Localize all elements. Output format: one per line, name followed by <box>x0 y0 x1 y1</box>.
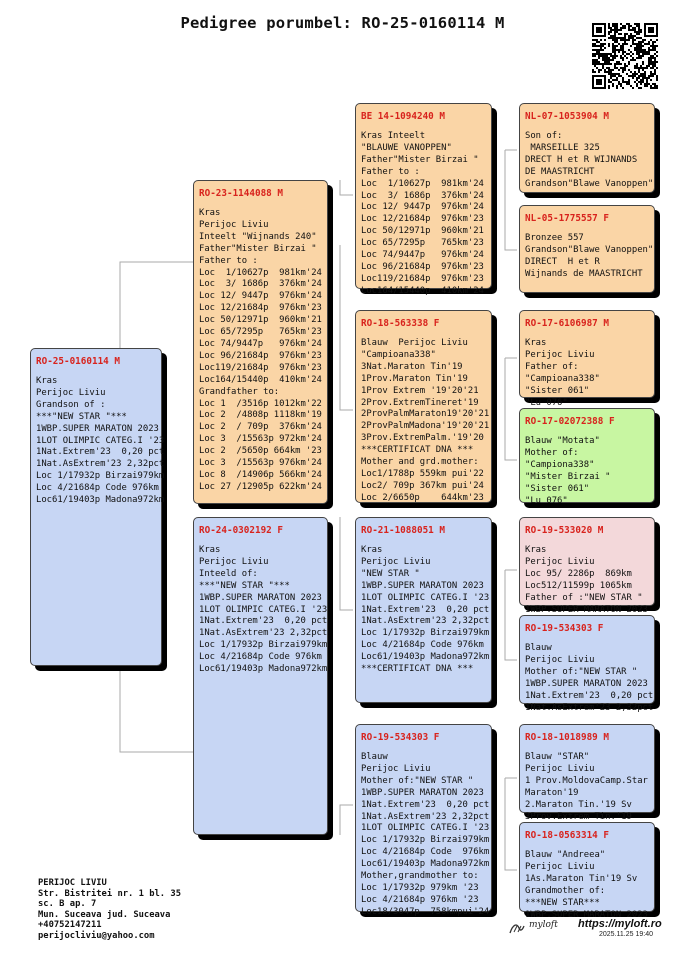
detail-line: Loc 1/17932p Birzai979km <box>36 471 165 482</box>
detail-line: 1LOT OLIMPIC CATEG.I '23 <box>361 823 490 834</box>
detail-line: Kras <box>525 338 547 348</box>
detail-line: 3Nat.Maraton Tin'19 <box>361 361 463 372</box>
detail-line: Perijoc Liviu <box>525 763 595 774</box>
detail-line: Loc 1/17932p Birzai979km <box>199 640 328 651</box>
detail-line: Loc 12/21684p 976km'23 <box>361 214 484 225</box>
detail-line: Perijoc Liviu <box>525 556 595 567</box>
detail-line: Father"Mister Birzai " <box>361 154 479 165</box>
detail-line: Maraton'19 <box>525 787 579 798</box>
card-details <box>525 338 648 409</box>
detail-line: 3Prov.Extrem Tin.'19 <box>525 811 632 822</box>
ring-number: NL-05-1775557 F <box>525 213 609 224</box>
detail-line: DIRECT H et R <box>525 256 600 267</box>
detail-line: perijocliviu@yahoo.com <box>38 930 155 941</box>
detail-line: Loc 2 /4808p 1118km'19 <box>199 410 322 421</box>
brand-name: myloft <box>529 920 558 930</box>
detail-line: Wijnands de MAASTRICHT <box>525 268 643 279</box>
detail-line: 1Nat.Extrem'23 0,20 pct <box>361 604 490 615</box>
detail-line: "BLAUWE VANOPPEN" <box>361 142 452 153</box>
detail-line: Blauw <box>525 643 552 653</box>
detail-line: Father to : <box>199 255 258 266</box>
detail-line: Perijoc Liviu <box>525 861 595 872</box>
detail-line: 1WBP.SUPER MARATON 2023 <box>361 787 484 798</box>
detail-line: Loc2/ 709p 367km pui'24 <box>361 480 484 491</box>
detail-line: Mother,grandmother to: <box>361 871 479 882</box>
card-details <box>199 545 328 676</box>
detail-line: DRECT H et R WIJNANDS <box>525 154 638 165</box>
ring-number: BE 14-1094240 M <box>361 111 445 122</box>
detail-line: 1WBP.SUPER MARATON 2023 <box>525 604 648 615</box>
detail-line: Loc 50/12971p 960km'21 <box>199 315 322 326</box>
detail-line: Loc 4/21684p Code 976km <box>199 652 322 663</box>
detail-line: Mun. Suceava jud. Suceava <box>38 909 171 920</box>
card-details <box>525 850 648 921</box>
detail-line: Loc 12/ 9447p 976km'24 <box>361 202 484 213</box>
detail-line: Loc 65/7295p 765km'23 <box>361 238 484 249</box>
card-details <box>525 233 654 281</box>
detail-line: "Campioana338" <box>525 373 600 384</box>
pigeon-card-dam[interactable] <box>193 517 328 835</box>
detail-line: Grandmother of: <box>525 885 606 896</box>
detail-line: 1Nat.Extrem'23 0,20 pct <box>361 799 490 810</box>
detail-line: Loc 1/17932p 979km '23 <box>361 882 479 893</box>
detail-line: Blauw "Motata" <box>525 436 600 446</box>
ring-number: RO-24-0302192 F <box>199 525 283 536</box>
pigeon-card-sss[interactable] <box>519 103 655 193</box>
detail-line: 1 Prov.MoldovaCamp.Star <box>525 775 648 786</box>
detail-line: Loc 1/17932p Birzai979km <box>361 835 490 846</box>
detail-line: Perijoc Liviu <box>36 387 106 398</box>
detail-line: Loc 3/ 1686p 376km'24 <box>199 279 322 290</box>
detail-line: Loc 65/7295p 765km'23 <box>199 327 322 338</box>
detail-line: "NEW STAR " <box>361 568 420 579</box>
pigeon-card-dsd[interactable] <box>519 615 655 713</box>
detail-line: "Lu 076" <box>525 397 568 408</box>
detail-line: Loc 12/ 9447p 976km'24 <box>199 291 322 302</box>
detail-line: Mother of:"NEW STAR " <box>525 666 638 677</box>
detail-line: "Mister Birzai " <box>525 471 611 482</box>
card-details <box>199 208 321 494</box>
detail-line: Mother of:"NEW STAR " <box>361 775 474 786</box>
detail-line: ***"NEW STAR "*** <box>199 580 290 591</box>
detail-line: Loc 1 /3516p 1012km'22 <box>199 398 322 409</box>
ring-number: NL-07-1053904 M <box>525 111 609 122</box>
detail-line: 1LOT OLIMPIC CATEG.I '23 <box>361 592 490 603</box>
pigeon-card-sire[interactable] <box>193 180 328 504</box>
pigeon-card-dss[interactable] <box>519 517 655 615</box>
detail-line: Loc119/21684p 976km'23 <box>361 273 484 284</box>
detail-line: Loc 1/17932p Birzai979km <box>361 628 490 639</box>
detail-line: ***CERTIFICAT DNA *** <box>361 664 474 675</box>
detail-line: 1Prov Extrem '19'20'21 <box>361 385 479 396</box>
detail-line: PERIJOC LIVIU <box>38 878 107 888</box>
detail-line: 1Nat.AsExtrem'23 2,32pct <box>525 702 654 713</box>
detail-line: Grandson"Blawe Vanoppen" <box>525 244 654 255</box>
detail-line: Loc 12/21684p 976km'23 <box>199 303 322 314</box>
detail-line: Loc 4/21684p Code 976km <box>361 640 484 651</box>
detail-line: Loc 8 /14906p 566km'24 <box>199 469 322 480</box>
detail-line: Blauw <box>361 752 388 762</box>
detail-line: Blauw Perijoc Liviu <box>361 338 468 348</box>
pigeon-card-sdd[interactable] <box>519 408 655 506</box>
ring-number: RO-25-0160114 M <box>36 356 120 367</box>
owner-contact-block <box>38 878 181 942</box>
detail-line: Loc61/19403p Madona972km <box>361 859 490 870</box>
detail-line: Loc61/19403p Madona972km <box>199 664 328 675</box>
detail-line: Perijoc Liviu <box>525 654 595 665</box>
detail-line: "Campiona338" <box>525 459 595 470</box>
detail-line: 1WBP.SUPER MARATON 2023 <box>199 592 322 603</box>
detail-line: Loc 1/10627p 981km'24 <box>199 267 322 278</box>
ring-number: RO-18-1018989 M <box>525 732 609 743</box>
detail-line: Loc 3/ 1686p 376km'24 <box>361 190 484 201</box>
detail-line: "Lu 076" <box>525 495 568 506</box>
detail-line: Mother and grd.mother: <box>361 457 479 468</box>
ring-number: RO-23-1144088 M <box>199 188 283 199</box>
detail-line: Grandfather to: <box>199 386 280 397</box>
card-details <box>36 376 165 507</box>
detail-line: 1Nat.Extrem'23 0,20 pct <box>36 447 165 458</box>
detail-line: Loc 96/21684p 976km'23 <box>361 261 484 272</box>
pigeon-card-dam-sire[interactable] <box>355 517 492 703</box>
detail-line: "Sister 061" <box>525 385 590 396</box>
detail-line: Loc 2 /5650p 664km '23 <box>199 446 322 457</box>
detail-line: 1WBP.SUPER MARATON 2023 <box>36 423 159 434</box>
detail-line: Blauw "STAR" <box>525 752 590 762</box>
ring-number: RO-17-6106987 M <box>525 318 609 329</box>
ring-number: RO-18-0563314 F <box>525 830 609 841</box>
card-details <box>525 643 654 714</box>
detail-line: Loc 74/9447p 976km'24 <box>199 338 322 349</box>
detail-line: Loc1/1788p 559km pui'22 <box>361 468 484 479</box>
detail-line: Loc119/21684p 976km'23 <box>199 362 322 373</box>
pigeon-card-dds[interactable] <box>519 724 655 822</box>
detail-line: Loc 4/21684p 976km '23 <box>361 894 479 905</box>
pigeon-card-ddd[interactable] <box>519 822 655 920</box>
detail-line: 1Nat.AsExtrem'23 2,32pct <box>36 459 165 470</box>
card-details <box>361 545 490 676</box>
detail-line: Loc 3 /15563p 972km'24 <box>199 434 322 445</box>
detail-line: Father to : <box>361 166 420 177</box>
detail-line: 2ProvPalmMadona'19'20'21 <box>361 421 490 432</box>
pigeon-card-dam-dam[interactable] <box>355 724 492 917</box>
detail-line: Son of: <box>525 131 563 141</box>
detail-line: 2ProvPalmMaraton19'20'21 <box>361 409 490 420</box>
detail-line: Loc 96/21684p 976km'23 <box>199 350 322 361</box>
ring-number: RO-19-534303 F <box>361 732 440 743</box>
card-details <box>525 752 648 823</box>
detail-line: "Sister 061" <box>525 483 590 494</box>
detail-line: Loc61/19403p Madona972km <box>36 495 165 506</box>
detail-line: Kras <box>36 376 58 386</box>
detail-line: 2.Maraton Tin.'19 Sv <box>525 799 632 810</box>
detail-line: Father of :"NEW STAR " <box>525 592 643 603</box>
detail-line: 1Nat.AsExtrem'23 2,32pct <box>361 811 490 822</box>
card-details <box>525 545 648 616</box>
detail-line: Loc164/15440p 410km'24 <box>199 374 322 385</box>
pigeon-card-subject[interactable] <box>30 348 165 666</box>
detail-line: Kras <box>199 545 221 555</box>
detail-line: Perijoc Liviu <box>361 763 431 774</box>
pigeon-card-sire-dam[interactable] <box>355 310 492 503</box>
detail-line: 1Nat.AsExtrem'23 2,32pct <box>361 616 490 627</box>
detail-line: Perijoc Liviu <box>199 556 269 567</box>
card-details <box>525 436 648 507</box>
detail-line: Inteelt "Wijnands 240" <box>199 231 317 242</box>
detail-line: Loc 3 /15563p 976km'24 <box>199 458 322 469</box>
detail-line: Bronzee 557 <box>525 233 584 243</box>
detail-line: Loc 74/9447p 976km'24 <box>361 250 484 261</box>
detail-line: Father of: <box>525 361 579 372</box>
detail-line: Mother of: <box>525 447 579 458</box>
detail-line: 2Prov.ExtremTineret'19 <box>361 397 479 408</box>
detail-line: Grandson of : <box>36 399 106 410</box>
detail-line: ***NEW STAR*** <box>525 897 600 908</box>
detail-line: ***"NEW STAR "*** <box>36 411 127 422</box>
detail-line: Loc 4/21684p Code 976km <box>36 483 159 494</box>
detail-line: 1Nat.Extrem'23 0,20 pct <box>199 616 328 627</box>
card-details <box>361 338 490 505</box>
detail-line: Loc512/11599p 1065km <box>525 580 632 591</box>
detail-line: Father"Mister Birzai " <box>199 243 317 254</box>
detail-line: Loc 2/6650p 644km'23 <box>361 492 484 503</box>
detail-line: Kras <box>361 545 383 555</box>
detail-line: Loc 95/ 2286p 869km <box>525 568 632 579</box>
detail-line: MARSEILLE 325 <box>525 142 600 153</box>
detail-line: Inteeld of: <box>199 568 258 579</box>
detail-line: Blauw "Andreea" <box>525 850 606 860</box>
detail-line: Perijoc Liviu <box>361 556 431 567</box>
detail-line: Loc 4/21684p Code 976km <box>361 847 490 858</box>
detail-line: Perijoc Liviu <box>525 349 595 360</box>
pigeon-card-sire-sire[interactable] <box>355 103 492 296</box>
ring-number: RO-18-563338 F <box>361 318 440 329</box>
ring-number: RO-21-1088051 M <box>361 525 445 536</box>
detail-line: Grandson"Blawe Vanoppen" <box>525 178 654 189</box>
ring-number: RO-17-02072388 F <box>525 416 615 427</box>
ring-number: RO-19-533020 M <box>525 525 604 536</box>
detail-line: 1Prov.Maraton Tin'19 <box>361 373 468 384</box>
detail-line: 1WBP.SUPER MARATON 2023 <box>361 580 484 591</box>
detail-line: ***CERTIFICAT DNA *** <box>361 445 474 456</box>
detail-line: Loc 27 /12905p 622km'24 <box>199 481 322 492</box>
card-details <box>525 131 654 191</box>
card-details <box>361 131 485 298</box>
detail-line: 1LOT OLIMPIC CATEG.I '23 <box>199 604 328 615</box>
website-link[interactable]: https://myloft.ro <box>578 918 662 930</box>
detail-line: 1As.Maraton Tin'19 Sv <box>525 873 638 884</box>
print-timestamp: 2025.11.25 19:40 <box>599 931 653 938</box>
pigeon-card-sds[interactable] <box>519 310 655 408</box>
detail-line: Loc164/15440p 410km'24 <box>361 285 484 296</box>
detail-line: DE MAASTRICHT <box>525 166 595 177</box>
detail-line: Loc 50/12971p 960km'21 <box>361 226 484 237</box>
pigeon-card-ssd[interactable] <box>519 205 655 293</box>
detail-line: sc. B ap. 7 <box>38 899 97 910</box>
detail-line: Loc61/19403p Madona972km <box>361 652 490 663</box>
detail-line: 1LOT OLIMPIC CATEG.I '23 <box>36 435 165 446</box>
detail-line: 1Nat.Extrem'23 0,20 pct <box>525 690 654 701</box>
detail-line: Loc 2 / 709p 376km'24 <box>199 422 322 433</box>
ring-number: RO-19-534303 F <box>525 623 604 634</box>
detail-line: Loc 1/10627p 981km'24 <box>361 178 484 189</box>
detail-line: Loc18/3047p 758kmpui'24 <box>361 906 490 917</box>
detail-line: 1Nat.AsExtrem'23 2,32pct <box>199 628 328 639</box>
detail-line: Str. Bistritei nr. 1 bl. 35 <box>38 888 181 899</box>
detail-line: +40752147211 <box>38 920 102 931</box>
detail-line: 1WBP.SUPER MARATON 2023 <box>525 909 648 920</box>
page-title: Pedigree porumbel: RO-25-0160114 M <box>180 14 505 32</box>
detail-line: Kras <box>525 545 547 555</box>
detail-line: Kras Inteelt <box>361 131 426 141</box>
detail-line: Perijoc Liviu <box>199 219 269 230</box>
detail-line: 1WBP.SUPER MARATON 2023 <box>525 678 648 689</box>
detail-line: "Campioana338" <box>361 349 436 360</box>
detail-line: 3Prov.ExtremPalm.'19'20 <box>361 433 484 444</box>
card-details <box>361 752 490 919</box>
detail-line: Kras <box>199 208 221 218</box>
